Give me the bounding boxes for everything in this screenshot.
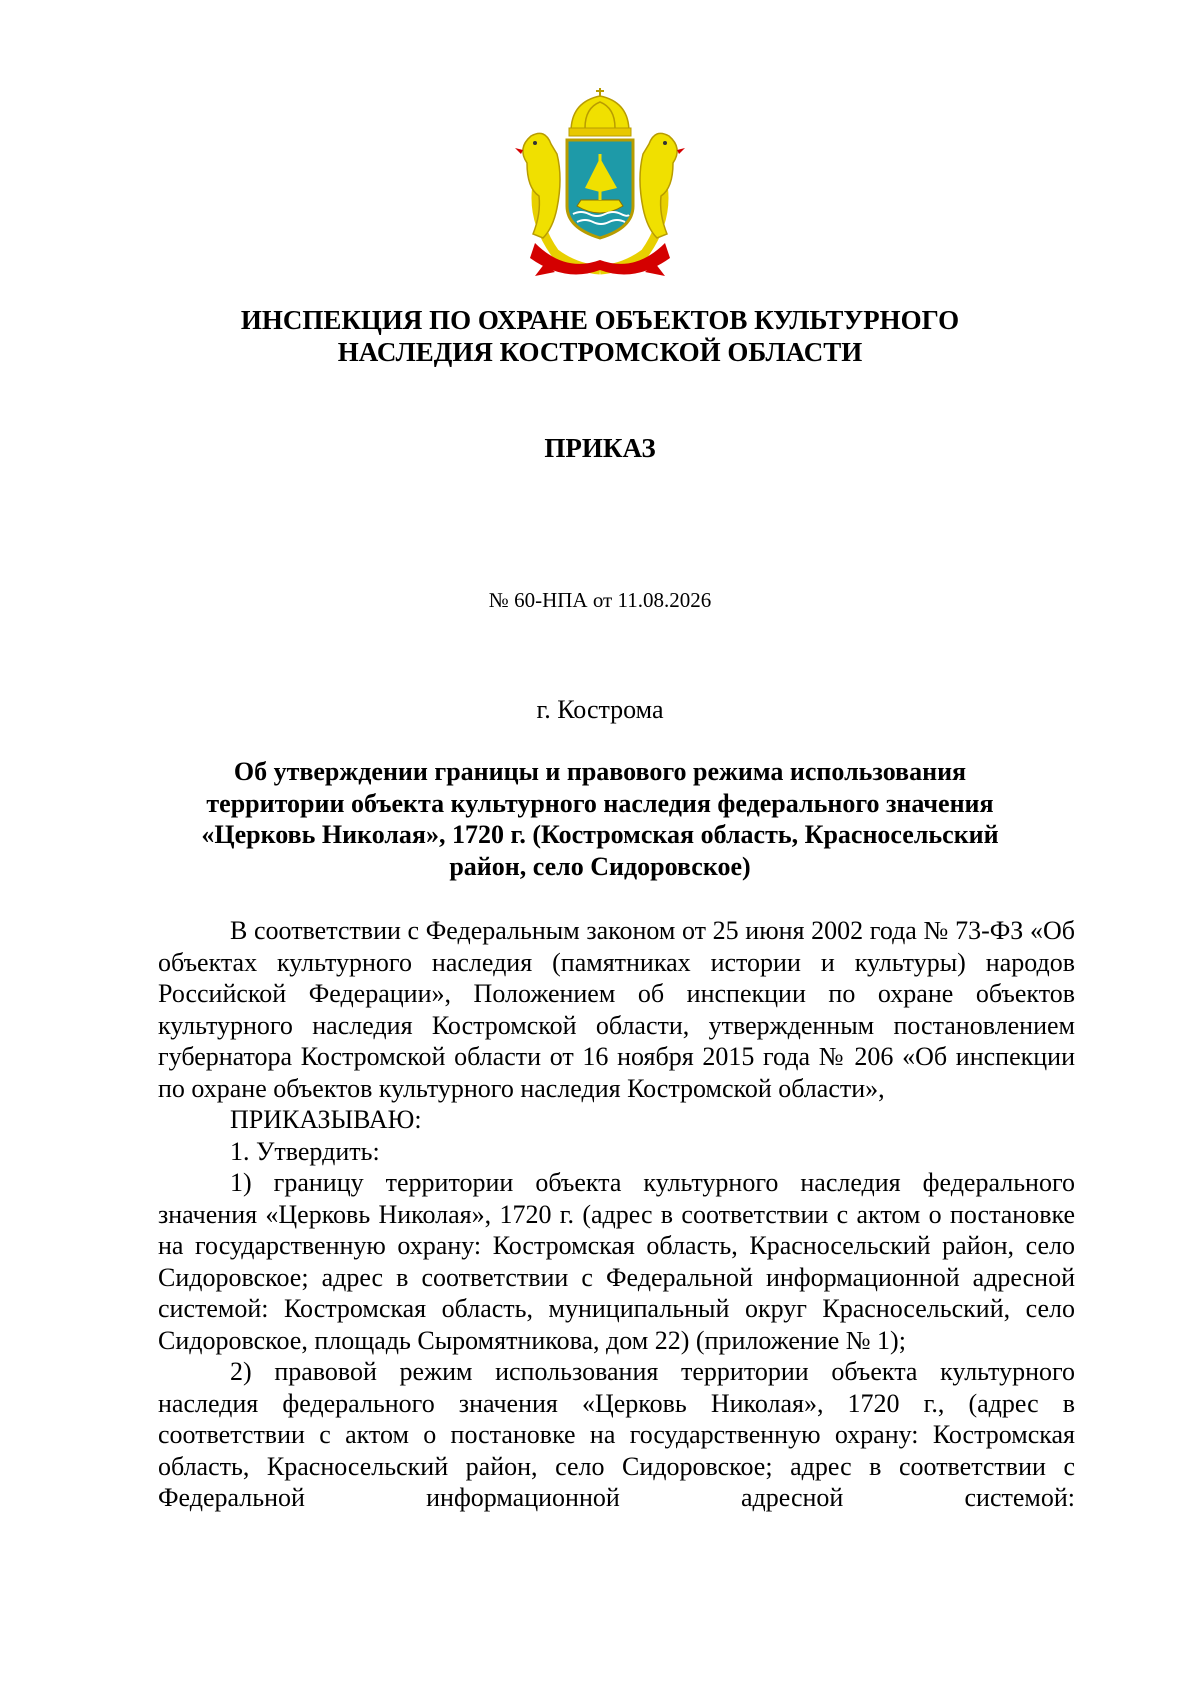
- item-1-1: 1) границу территории объекта культурного наследия федерального значения «Церковь Николая», 1720 г. (адрес в соответствии с актом о постановке на государственную охрану: Костромская область, Красносельский район, село Сидоровское; адрес в соответствии с Федеральной информационной адресной системой: Костромская область, муниципальный округ Красносельский, село Сидоровское, площадь Сыромятникова, дом 22) (приложение № 1);: [158, 1168, 1075, 1355]
- item-1: 1. Утвердить:: [230, 1136, 380, 1166]
- document-subject: [150, 756, 1050, 882]
- preamble-paragraph: В соответствии с Федеральным законом от 25 июня 2002 года № 73-ФЗ «Об объектах культурного наследия (памятниках истории и культуры) народов Российской Федерации», Положением об инспекции по охране объектов культурного наследия Костромской области, утвержденным постановлением губернатора Костромской области от 16 ноября 2015 года № 206 «Об инспекции по охране объектов культурного наследия Костромской области»,: [158, 916, 1075, 1103]
- item-1-2: 2) правовой режим использования территории объекта культурного наследия федерального значения «Церковь Николая», 1720 г., (адрес в соответствии с актом о постановке на государственную охрану: Костромская область, Красносельский район, село Сидоровское; адрес в соответствии с Федеральной информационной адресной системой:: [158, 1357, 1075, 1512]
- document-city: г. Кострома: [536, 695, 664, 724]
- subject-line-1: Об утверждении границы и правового режима использования: [233, 757, 967, 786]
- subject-line-3: «Церковь Николая», 1720 г. (Костромская область, Красносельский: [201, 820, 999, 849]
- organization-name-line-1: ИНСПЕКЦИЯ ПО ОХРАНЕ ОБЪЕКТОВ КУЛЬТУРНОГО: [240, 305, 960, 335]
- organization-name: [150, 304, 1050, 368]
- document-number-date: № 60-НПА от 11.08.2026: [488, 588, 712, 612]
- document-type-title: ПРИКАЗ: [544, 433, 656, 463]
- coat-of-arms-icon: [505, 88, 695, 278]
- subject-line-4: район, село Сидоровское): [449, 851, 751, 881]
- organization-name-line-2: НАСЛЕДИЯ КОСТРОМСКОЙ ОБЛАСТИ: [337, 337, 863, 367]
- subject-line-2: территории объекта культурного наследия федерального значения: [206, 788, 994, 818]
- document-body: [158, 915, 1075, 1514]
- order-word: ПРИКАЗЫВАЮ:: [230, 1105, 422, 1134]
